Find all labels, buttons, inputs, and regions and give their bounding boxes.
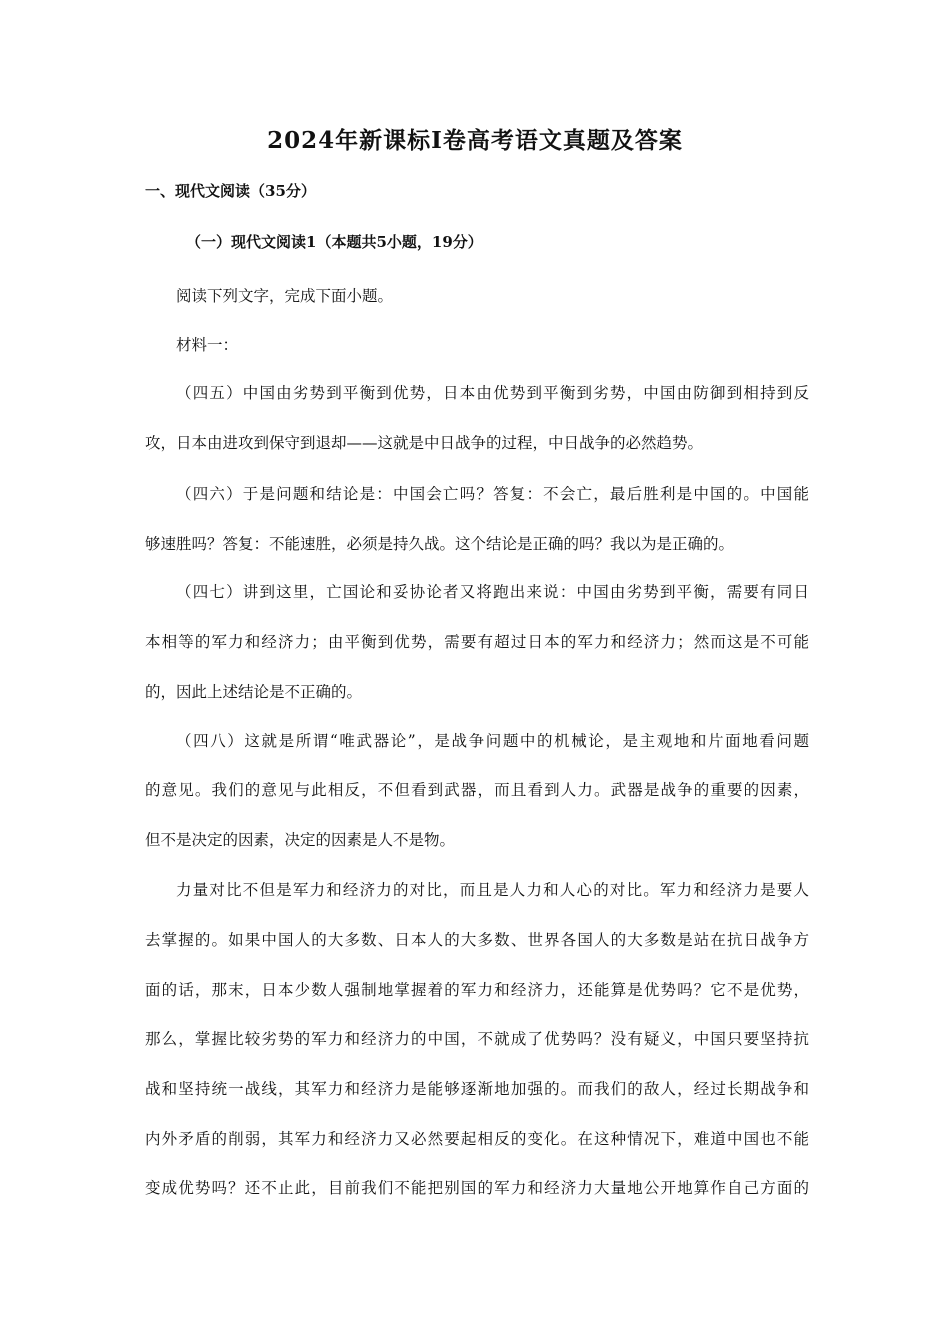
paragraph-line: 那么，掌握比较劣势的军力和经济力的中国，不就成了优势吗？没有疑义，中国只要坚持抗 — [145, 1030, 809, 1048]
paragraph-line: 的，因此上述结论是不正确的。 — [145, 683, 363, 701]
paragraph-line: （四六）于是问题和结论是：中国会亡吗？答复：不会亡，最后胜利是中国的。中国能 — [176, 485, 809, 503]
material-label: 材料一： — [176, 336, 239, 354]
paragraph-line: 变成优势吗？还不止此，目前我们不能把别国的军力和经济力大量地公开地算作自己方面的 — [145, 1179, 809, 1197]
paragraph-line: （四八）这就是所谓“唯武器论”，是战争问题中的机械论，是主观地和片面地看问题 — [176, 732, 809, 750]
paragraph-line: 战和坚持统一战线，其军力和经济力是能够逐渐地加强的。而我们的敌人，经过长期战争和 — [145, 1080, 809, 1098]
paragraph-line: 攻，日本由进攻到保守到退却——这就是中日战争的过程，中日战争的必然趋势。 — [145, 434, 704, 452]
instruction-text: 阅读下列文字，完成下面小题。 — [176, 287, 394, 305]
paragraph-line: 去掌握的。如果中国人的大多数、日本人的大多数、世界各国人的大多数是站在抗日战争方 — [145, 931, 809, 949]
paragraph-line: （四五）中国由劣势到平衡到优势，日本由优势到平衡到劣势，中国由防御到相持到反 — [176, 384, 809, 402]
paragraph-line: 力量对比不但是军力和经济力的对比，而且是人力和人心的对比。军力和经济力是要人 — [176, 881, 809, 899]
paragraph-line: 但不是决定的因素，决定的因素是人不是物。 — [145, 831, 456, 849]
document-title: 2024年新课标Ⅰ卷高考语文真题及答案 — [267, 127, 683, 154]
subsection-heading: （一）现代文阅读1（本题共5小题，19分） — [186, 233, 483, 251]
section-heading: 一、现代文阅读（35分） — [145, 182, 316, 200]
paragraph-line: 面的话，那末，日本少数人强制地掌握着的军力和经济力，还能算是优势吗？它不是优势， — [145, 981, 809, 999]
paragraph-line: 本相等的军力和经济力；由平衡到优势，需要有超过日本的军力和经济力；然而这是不可能 — [145, 633, 809, 651]
paragraph-line: （四七）讲到这里，亡国论和妥协论者又将跑出来说：中国由劣势到平衡，需要有同日 — [176, 583, 809, 601]
paragraph-line: 内外矛盾的削弱，其军力和经济力又必然要起相反的变化。在这种情况下，难道中国也不能 — [145, 1130, 809, 1148]
paragraph-line: 够速胜吗？答复：不能速胜，必须是持久战。这个结论是正确的吗？我以为是正确的。 — [145, 535, 735, 553]
paragraph-line: 的意见。我们的意见与此相反，不但看到武器，而且看到人力。武器是战争的重要的因素， — [145, 781, 809, 799]
